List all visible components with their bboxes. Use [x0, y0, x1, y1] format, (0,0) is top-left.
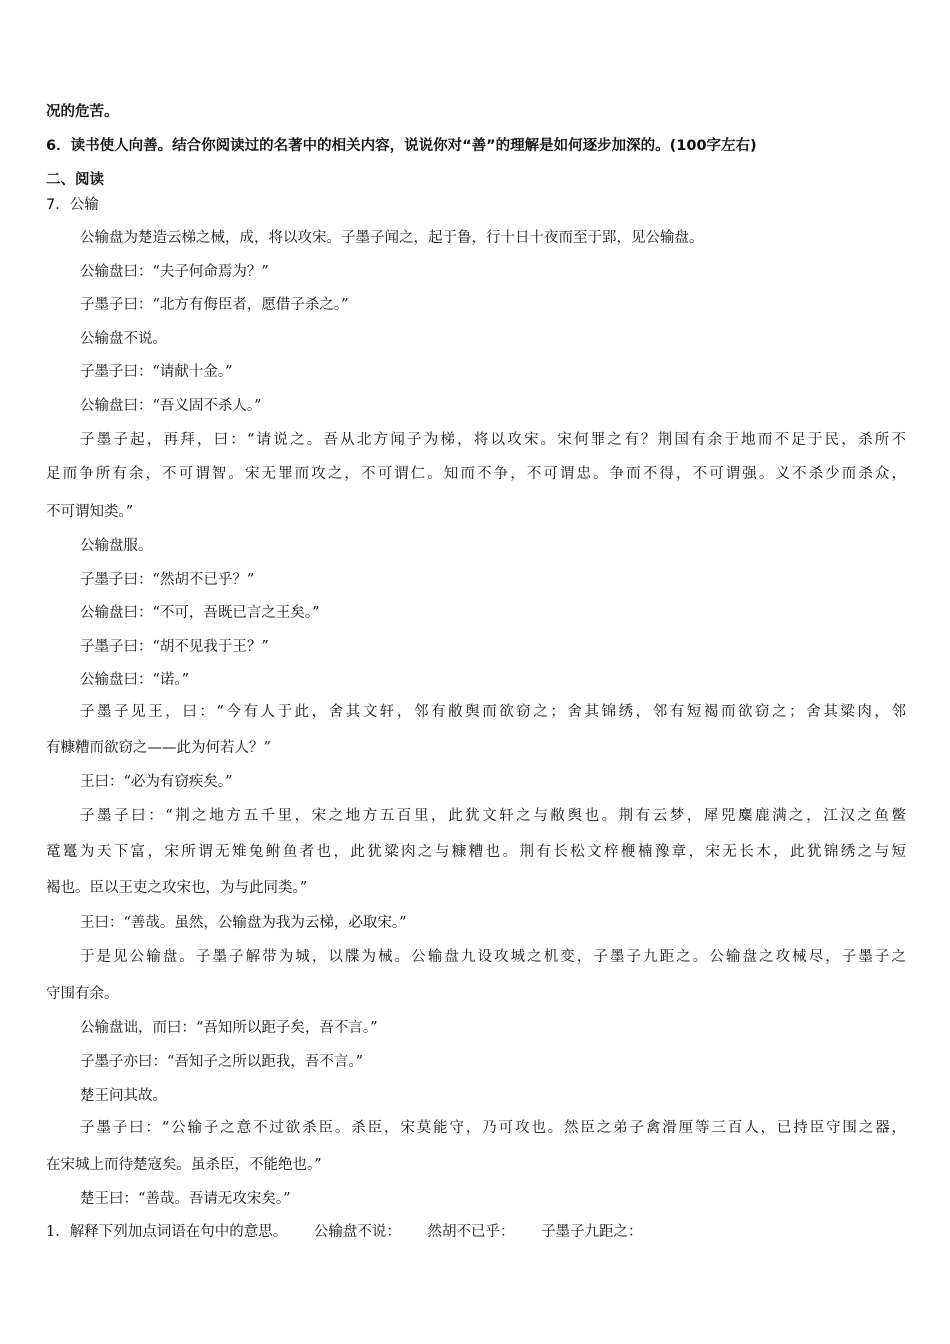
passage-line: 子墨子曰：“北方有侮臣者，愿借子杀之。” — [80, 297, 349, 313]
passage-line: 公输盘曰：“夫子何命焉为？” — [80, 264, 269, 280]
question-1-lead: 1．解释下列加点词语在句中的意思。 — [46, 1224, 288, 1240]
passage-line: 子墨子曰：“公输子之意不过欲杀臣。杀臣，宋莫能守，乃可攻也。然臣之弟子禽滑厘等三百人，已持臣守围之器， — [80, 1120, 906, 1136]
passage-line: 子墨子见王，曰：“今有人于此，舍其文轩，邻有敝舆而欲窃之；舍其锦绣，邻有短褐而欲窃之；舍其粱肉，邻 — [80, 704, 906, 720]
passage-line: 有糠糟而欲窃之——此为何若人？” — [46, 740, 271, 756]
passage-line: 子墨子起，再拜，曰：“请说之。吾从北方闻子为梯，将以攻宋。宋何罪之有？荆国有余于地而不足于民，杀所不 — [80, 432, 906, 448]
passage-line: 子墨子曰：“荆之地方五千里，宋之地方五百里，此犹文轩之与敝舆也。荆有云梦，犀兕麋鹿满之，江汉之鱼鳖 — [80, 808, 906, 824]
passage-line: 楚王问其故。 — [80, 1088, 167, 1104]
passage-line: 王曰：“必为有窃疾矣。” — [80, 774, 233, 790]
question-1-item: 子墨子九距之： — [541, 1224, 643, 1240]
passage-line: 子墨子曰：“胡不见我于王？” — [80, 639, 269, 655]
continuation-line: 况的危苦。 — [46, 104, 119, 120]
passage-line: 公输盘曰：“诺。” — [80, 672, 190, 688]
question-1 — [46, 1222, 906, 1242]
passage-line: 于是见公输盘。子墨子解带为城，以牒为械。公输盘九设攻城之机变，子墨子九距之。公输盘之攻械尽，子墨子之 — [80, 949, 906, 965]
question-6: 6．读书使人向善。结合你阅读过的名著中的相关内容，说说你对“善”的理解是如何逐步加深的。(100字左右) — [46, 138, 757, 154]
passage-line: 公输盘不说。 — [80, 331, 167, 347]
passage-line: 子墨子亦曰：“吾知子之所以距我，吾不言。” — [80, 1054, 364, 1070]
passage-line: 公输盘服。 — [80, 538, 153, 554]
passage-line: 子墨子曰：“然胡不已乎？” — [80, 572, 255, 588]
question-7-title: 7．公输 — [46, 197, 99, 213]
passage-line: 公输盘诎，而曰：“吾知所以距子矣，吾不言。” — [80, 1020, 378, 1036]
passage-line: 守围有余。 — [46, 986, 119, 1002]
question-1-item: 然胡不已乎： — [427, 1224, 515, 1240]
passage-line: 公输盘曰：“不可，吾既已言之王矣。” — [80, 605, 320, 621]
passage-line: 公输盘为楚造云梯之械，成，将以攻宋。子墨子闻之，起于鲁，行十日十夜而至于郢，见公输盘。 — [80, 230, 704, 246]
section-heading-reading: 二、阅读 — [46, 172, 104, 188]
passage-line: 鼋鼍为天下富，宋所谓无雉兔鲋鱼者也，此犹粱肉之与糠糟也。荆有长松文梓楩楠豫章，宋无长木，此犹锦绣之与短 — [46, 844, 906, 860]
passage-line: 不可谓知类。” — [46, 504, 134, 520]
passage-line: 楚王曰：“善哉。吾请无攻宋矣。” — [80, 1191, 291, 1207]
passage-line: 褐也。臣以王吏之攻宋也，为与此同类。” — [46, 880, 308, 896]
question-1-item: 公输盘不说： — [313, 1224, 401, 1240]
passage-line: 公输盘曰：“吾义固不杀人。” — [80, 398, 262, 414]
passage-line: 在宋城上而待楚寇矣。虽杀臣，不能绝也。” — [46, 1157, 322, 1173]
passage-line: 王曰：“善哉。虽然，公输盘为我为云梯，必取宋。” — [80, 915, 407, 931]
passage-line: 足而争所有余，不可谓智。宋无罪而攻之，不可谓仁。知而不争，不可谓忠。争而不得，不可谓强。义不杀少而杀众， — [46, 466, 906, 482]
passage-line: 子墨子曰：“请献十金。” — [80, 364, 233, 380]
